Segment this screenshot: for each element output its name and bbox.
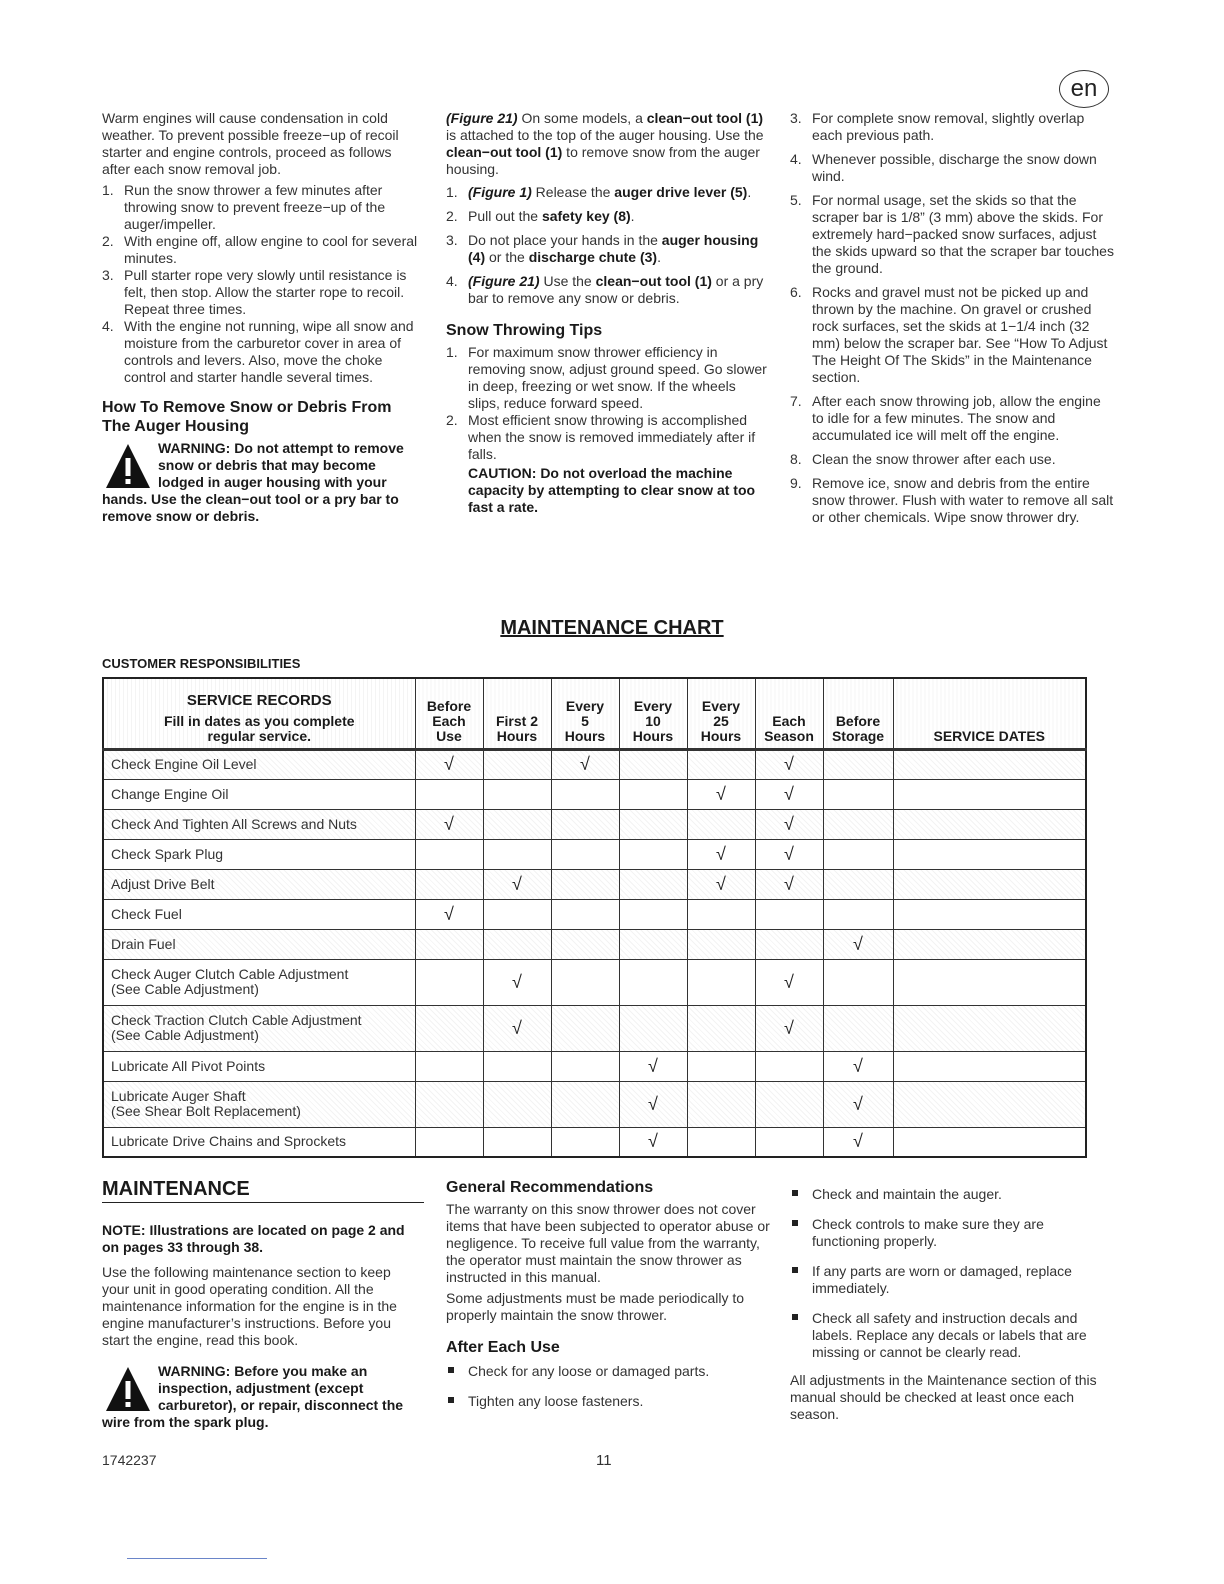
service-date-cell[interactable] (893, 749, 1086, 779)
customer-responsibilities-label: CUSTOMER RESPONSIBILITIES (102, 656, 301, 671)
empty-cell (551, 899, 619, 929)
empty-cell (687, 959, 755, 1005)
empty-cell (619, 779, 687, 809)
table-row (103, 959, 1086, 1005)
empty-cell (551, 1081, 619, 1127)
list-item: 1. For maximum snow thrower efficiency in removing snow, adjust ground speed. Go slower in deep, freezing or wet snow. If the wheels slips, reduce forward speed. (446, 344, 767, 411)
cleanout-column (446, 110, 770, 516)
empty-cell (551, 1127, 619, 1157)
task-cell: Change Engine Oil (103, 779, 415, 809)
tips-continued (790, 110, 1114, 526)
maintenance-chart-title: MAINTENANCE CHART (500, 617, 724, 639)
task-cell: Check Engine Oil Level (103, 749, 415, 779)
empty-cell (755, 929, 823, 959)
empty-cell (415, 839, 483, 869)
interval-header: Before Each Use (415, 678, 483, 749)
table-header-row (103, 678, 1086, 749)
service-date-cell[interactable] (893, 959, 1086, 1005)
check-mark-cell: √ (687, 869, 755, 899)
bullet-icon (448, 1367, 454, 1373)
task-cell: Check Traction Clutch Cable Adjustment (See Cable Adjustment) (103, 1005, 415, 1051)
list-item: Tighten any loose fasteners. (446, 1393, 770, 1410)
list-item: 7. After each snow throwing job, allow the engine to idle for a few minutes. The snow and accumulated ice will melt off the engine. (790, 393, 1101, 443)
cleanout-steps (446, 184, 770, 307)
warning-icon (104, 1365, 152, 1413)
maintenance-checklist (790, 1186, 1114, 1361)
check-mark-cell: √ (415, 809, 483, 839)
check-mark-cell: √ (823, 1127, 893, 1157)
check-mark-cell: √ (415, 749, 483, 779)
service-date-cell[interactable] (893, 779, 1086, 809)
list-item: 5. For normal usage, set the skids so that the scraper bar is 1/8” (3 mm) above the skids. For extremely hard−packed snow surfaces, adjust the skids upward so that the scraper bar touches the ground. (790, 192, 1114, 276)
empty-cell (687, 809, 755, 839)
empty-cell (483, 839, 551, 869)
list-item: Check for any loose or damaged parts. (446, 1363, 770, 1380)
empty-cell (483, 779, 551, 809)
empty-cell (415, 959, 483, 1005)
empty-cell (551, 959, 619, 1005)
service-dates-header: SERVICE DATES (893, 678, 1086, 749)
check-mark-cell: √ (619, 1081, 687, 1127)
empty-cell (823, 899, 893, 929)
task-cell: Lubricate All Pivot Points (103, 1051, 415, 1081)
list-item: 4. (Figure 21) Use the clean−out tool (1) or a pry bar to remove any snow or debris. (446, 273, 764, 306)
check-mark-cell: √ (551, 749, 619, 779)
check-mark-cell: √ (687, 839, 755, 869)
tips-heading: Snow Throwing Tips (446, 322, 603, 339)
tips-column (790, 110, 1114, 533)
maintenance-intro-column (102, 1222, 420, 1431)
warning-icon (104, 442, 152, 490)
page-number: 11 (596, 1452, 612, 1469)
service-date-cell[interactable] (893, 1051, 1086, 1081)
list-item: 1. (Figure 1) Release the auger drive lever (5). (446, 184, 752, 200)
list-item: Check all safety and instruction decals and labels. Replace any decals or labels that are missing or cannot be clearly read. (790, 1310, 1114, 1361)
general-recommendations-heading: General Recommendations (446, 1179, 654, 1196)
empty-cell (755, 1127, 823, 1157)
check-mark-cell: √ (823, 1051, 893, 1081)
list-item: 4. With the engine not running, wipe all snow and moisture from the carburetor cover in area of controls and levers. Also, move the choke control and starter handle several times. (102, 318, 414, 385)
service-date-cell[interactable] (893, 839, 1086, 869)
service-date-cell[interactable] (893, 869, 1086, 899)
winter-prep-steps (102, 182, 420, 386)
empty-cell (823, 809, 893, 839)
empty-cell (483, 1051, 551, 1081)
interval-header: Every 10 Hours (619, 678, 687, 749)
after-each-use-list (446, 1363, 770, 1410)
service-date-cell[interactable] (893, 1081, 1086, 1127)
empty-cell (551, 1051, 619, 1081)
empty-cell (483, 809, 551, 839)
empty-cell (823, 959, 893, 1005)
table-row (103, 929, 1086, 959)
empty-cell (483, 929, 551, 959)
service-date-cell[interactable] (893, 809, 1086, 839)
check-mark-cell: √ (483, 1005, 551, 1051)
empty-cell (483, 1081, 551, 1127)
list-item: 2. With engine off, allow engine to cool for several minutes. (102, 233, 418, 266)
empty-cell (551, 779, 619, 809)
check-mark-cell: √ (687, 779, 755, 809)
empty-cell (619, 1005, 687, 1051)
empty-cell (619, 839, 687, 869)
interval-header: Every 5 Hours (551, 678, 619, 749)
interval-header: Before Storage (823, 678, 893, 749)
checklist-column (790, 1186, 1114, 1427)
bullet-icon (792, 1314, 798, 1320)
empty-cell (619, 809, 687, 839)
empty-cell (619, 959, 687, 1005)
general-p2: Some adjustments must be made periodically to properly maintain the snow thrower. (446, 1290, 745, 1323)
empty-cell (619, 929, 687, 959)
table-row (103, 1005, 1086, 1051)
empty-cell (415, 1005, 483, 1051)
document-code: 1742237 (102, 1452, 157, 1468)
task-cell: Lubricate Auger Shaft (See Shear Bolt Replacement) (103, 1081, 415, 1127)
winter-prep-intro: Warm engines will cause condensation in cold weather. To prevent possible freeze−up of recoil starter and engine controls, proceed as follows after each snow removal job. (102, 110, 399, 177)
empty-cell (755, 1081, 823, 1127)
empty-cell (415, 869, 483, 899)
empty-cell (551, 929, 619, 959)
general-p1: The warranty on this snow thrower does not cover items that have been subjected to operator abuse or negligence. To receive full value from the warranty, the operator must maintain the snow thrower as instructed in this manual. (446, 1201, 770, 1285)
service-date-cell[interactable] (893, 929, 1086, 959)
closing-text: All adjustments in the Maintenance section of this manual should be checked at least once each season. (790, 1372, 1097, 1422)
cleanout-intro: (Figure 21) On some models, a clean−out tool (1) is attached to the top of the auger housing. Use the clean−out tool (1) to remove snow from the auger housing. (446, 110, 764, 177)
empty-cell (415, 1127, 483, 1157)
task-cell: Check Spark Plug (103, 839, 415, 869)
task-cell: Drain Fuel (103, 929, 415, 959)
empty-cell (755, 899, 823, 929)
empty-cell (687, 1127, 755, 1157)
general-recommendations-column (446, 1178, 770, 1423)
empty-cell (551, 1005, 619, 1051)
check-mark-cell: √ (755, 749, 823, 779)
table-row (103, 1127, 1086, 1157)
check-mark-cell: √ (619, 1051, 687, 1081)
table-row (103, 809, 1086, 839)
remove-debris-heading: How To Remove Snow or Debris From The Auger Housing (102, 399, 392, 435)
list-item: Check and maintain the auger. (790, 1186, 1114, 1203)
empty-cell (415, 779, 483, 809)
check-mark-cell: √ (415, 899, 483, 929)
service-date-cell[interactable] (893, 899, 1086, 929)
check-mark-cell: √ (483, 869, 551, 899)
list-item: 2. Most efficient snow throwing is accomplished when the snow is removed immediately after if falls. (446, 412, 756, 462)
empty-cell (415, 1081, 483, 1127)
empty-cell (823, 779, 893, 809)
bullet-icon (448, 1397, 454, 1403)
service-date-cell[interactable] (893, 1127, 1086, 1157)
maintenance-title: MAINTENANCE (102, 1178, 424, 1203)
bullet-icon (792, 1267, 798, 1273)
empty-cell (687, 899, 755, 929)
empty-cell (483, 749, 551, 779)
maintenance-table (102, 677, 1087, 1158)
check-mark-cell: √ (823, 929, 893, 959)
spark-plug-warning: WARNING: Before you make an inspection, adjustment (except carburetor), or repair, disconnect the wire from the spark plug. (102, 1363, 404, 1430)
check-mark-cell: √ (755, 869, 823, 899)
check-mark-cell: √ (823, 1081, 893, 1127)
list-item: 3. For complete snow removal, slightly overlap each previous path. (790, 110, 1085, 143)
table-row (103, 839, 1086, 869)
empty-cell (619, 749, 687, 779)
list-item: 1. Run the snow thrower a few minutes after throwing snow to prevent freeze−up of the auger/impeller. (102, 182, 386, 232)
check-mark-cell: √ (755, 1005, 823, 1051)
empty-cell (687, 749, 755, 779)
tips-list (446, 344, 770, 463)
empty-cell (619, 899, 687, 929)
empty-cell (483, 899, 551, 929)
empty-cell (687, 1051, 755, 1081)
empty-cell (551, 839, 619, 869)
empty-cell (687, 929, 755, 959)
empty-cell (483, 1127, 551, 1157)
table-row (103, 779, 1086, 809)
service-records-header: SERVICE RECORDS Fill in dates as you complete regular service. (103, 678, 415, 749)
task-cell: Adjust Drive Belt (103, 869, 415, 899)
interval-header: Every 25 Hours (687, 678, 755, 749)
task-cell: Check Auger Clutch Cable Adjustment (See Cable Adjustment) (103, 959, 415, 1005)
check-mark-cell: √ (619, 1127, 687, 1157)
table-row (103, 869, 1086, 899)
interval-header: First 2 Hours (483, 678, 551, 749)
list-item: 6. Rocks and gravel must not be picked up and thrown by the machine. On gravel or crushed rock surfaces, set the skids at 1−1/4 inch (32 mm) below the scraper bar. See “How To Adjust The Height Of The Skids” in the Maintenance section. (790, 284, 1108, 385)
check-mark-cell: √ (755, 839, 823, 869)
maintenance-note: NOTE: Illustrations are located on page 2 and on pages 33 through 38. (102, 1222, 405, 1255)
list-item: If any parts are worn or damaged, replace immediately. (790, 1263, 1114, 1297)
empty-cell (619, 869, 687, 899)
check-mark-cell: √ (755, 779, 823, 809)
list-item: 3. Do not place your hands in the auger housing (4) or the discharge chute (3). (446, 232, 759, 265)
empty-cell (755, 1051, 823, 1081)
list-item: Check controls to make sure they are functioning properly. (790, 1216, 1114, 1250)
list-item: 3. Pull starter rope very slowly until resistance is felt, then stop. Allow the starter rope to recoil. Repeat three times. (102, 267, 407, 317)
service-date-cell[interactable] (893, 1005, 1086, 1051)
empty-cell (823, 749, 893, 779)
bullet-icon (792, 1190, 798, 1196)
after-each-use-heading: After Each Use (446, 1339, 560, 1356)
divider (127, 1558, 267, 1559)
list-item: 9. Remove ice, snow and debris from the entire snow thrower. Flush with water to remove all salt or other chemicals. Wipe snow thrower dry. (790, 475, 1114, 525)
empty-cell (415, 929, 483, 959)
list-item: 4. Whenever possible, discharge the snow down wind. (790, 151, 1097, 184)
table-row (103, 1081, 1086, 1127)
task-cell: Check Fuel (103, 899, 415, 929)
bullet-icon (792, 1220, 798, 1226)
table-row (103, 1051, 1086, 1081)
list-item: 8. Clean the snow thrower after each use. (790, 451, 1056, 467)
maintenance-body: Use the following maintenance section to keep your unit in good operating condition. All the maintenance information for the engine is in the engine manufacturer’s instructions. Before you start the engine, read this book. (102, 1264, 397, 1348)
list-item: 2. Pull out the safety key (8). (446, 208, 635, 224)
empty-cell (823, 839, 893, 869)
task-cell: Lubricate Drive Chains and Sprockets (103, 1127, 415, 1157)
empty-cell (823, 1005, 893, 1051)
task-cell: Check And Tighten All Screws and Nuts (103, 809, 415, 839)
caution-text: CAUTION: Do not overload the machine capacity by attempting to clear snow at too fast a rate. (468, 465, 756, 515)
winter-prep-column (102, 110, 420, 525)
interval-header: Each Season (755, 678, 823, 749)
maintenance-table-body (103, 749, 1086, 1157)
debris-warning: WARNING: Do not attempt to remove snow or debris that may become lodged in auger housing with your hands. Use the clean−out tool or a pry bar to remove snow or debris. (102, 440, 404, 524)
check-mark-cell: √ (483, 959, 551, 1005)
empty-cell (551, 809, 619, 839)
empty-cell (687, 1005, 755, 1051)
empty-cell (551, 869, 619, 899)
empty-cell (415, 1051, 483, 1081)
table-row (103, 899, 1086, 929)
empty-cell (823, 869, 893, 899)
language-badge: en (1059, 70, 1109, 108)
table-row (103, 749, 1086, 779)
check-mark-cell: √ (755, 959, 823, 1005)
empty-cell (687, 1081, 755, 1127)
check-mark-cell: √ (755, 809, 823, 839)
